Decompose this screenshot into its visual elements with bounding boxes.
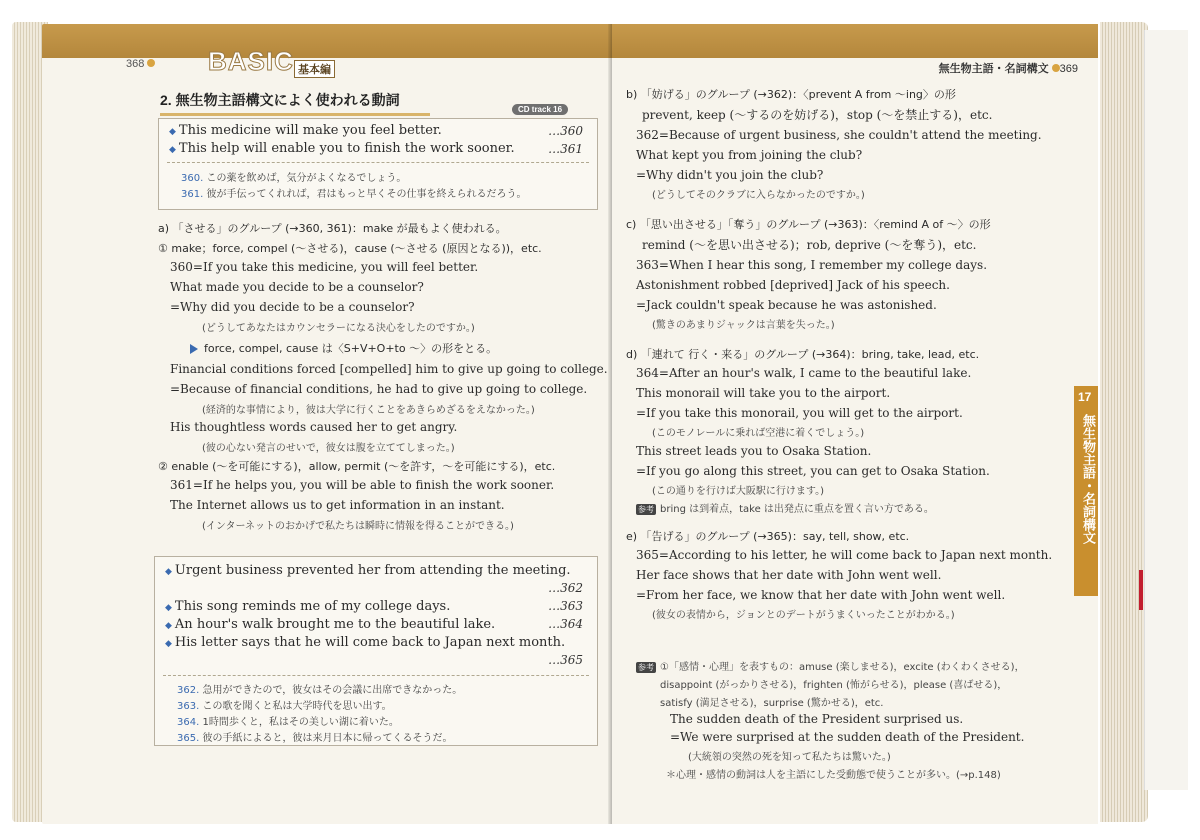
example-astonish-eq: =Jack couldn't speak because he was astonished.	[636, 298, 937, 312]
chapter-number: 17	[1078, 390, 1092, 404]
reference-note-d: 参考 bring は到着点，take は出発点に重点を置く言い方である。	[638, 504, 934, 515]
box2-divider	[163, 675, 589, 676]
reference-badge: 参考	[638, 663, 654, 672]
example-monorail-jp: (このモノレールに乗れば空港に着くでしょう。)	[652, 428, 865, 439]
box2-line-363: ◆ This song reminds me of my college days.	[165, 599, 451, 614]
group-c-verbs: remind (～を思い出させる)；rob, deprive (～を奪う)，etc.	[642, 238, 977, 252]
box1-line-360: ◆ This medicine will make you feel better.	[169, 123, 442, 138]
group-c-heading: c) 「思い出させる」「奪う」のグループ (→363)：〈remind A of ～〉の形	[626, 218, 991, 231]
reference-example: The sudden death of the President surprised us.	[670, 712, 964, 726]
reference-badge: 参考	[638, 505, 654, 514]
box2-num-363: …363	[548, 599, 583, 613]
box1-num-360: …360	[548, 124, 583, 138]
example-face-jp: (彼女の表情から，ジョンとのデートがうまくいったことがわかる。)	[652, 610, 955, 621]
reference-example-jp: (大統領の突然の死を知って私たちは驚いた。)	[688, 752, 891, 763]
right-running-title: 無生物主語・名詞構文 369	[938, 63, 1078, 75]
reference-example-eq: =We were surprised at the sudden death of the President.	[670, 730, 1025, 744]
group-b-heading: b) 「妨げる」のグループ (→362)：〈prevent A from ～ing〉の形	[626, 88, 956, 101]
example-astonish-jp: (驚きのあまりジャックは言葉を失った。)	[652, 320, 835, 331]
example-counselor-eq: =Why did you decide to be a counselor?	[170, 300, 415, 314]
left-page	[42, 24, 612, 824]
arrow-right-icon	[190, 344, 198, 354]
box1-divider	[167, 162, 589, 163]
page-marker-ribbon	[1139, 570, 1143, 610]
example-thoughtless-jp: (彼の心ない発言のせいで，彼女は腹を立ててしまった。)	[202, 443, 455, 454]
box2-translation-362: 362. 急用ができたので，彼女はその会議に出席できなかった。	[177, 685, 463, 696]
group-d-heading: d) 「連れて 行く・来る」のグループ (→364)：bring, take, lead, etc.	[626, 348, 980, 361]
series-tag: 基本編	[294, 60, 335, 78]
example-365: 365=According to his letter, he will come back to Japan next month.	[636, 548, 1053, 562]
example-363: 363=When I hear this song, I remember my college days.	[636, 258, 988, 272]
group-b-verbs: prevent, keep (～するのを妨げる)，stop (～を禁止する)，etc.	[642, 108, 993, 122]
box2-num-365: …365	[548, 653, 583, 667]
back-cover-edge	[1144, 30, 1188, 790]
open-book	[12, 10, 1188, 836]
example-361: 361=If he helps you, you will be able to finish the work sooner.	[170, 478, 555, 492]
section-title: 2. 無生物主語構文によく使われる動詞	[160, 90, 430, 116]
box2-num-362: …362	[548, 581, 583, 595]
reference-line-3: satisfy (満足させる)，surprise (驚かせる)，etc.	[660, 698, 884, 709]
item-1: ① make；force, compel (～させる)，cause (～させる (原因となる))，etc.	[158, 242, 542, 255]
box2-line-364: ◆ An hour's walk brought me to the beautiful lake.	[165, 617, 496, 632]
example-box-2	[154, 556, 598, 746]
example-street-eq: =If you go along this street, you can get to Osaka Station.	[636, 464, 990, 478]
left-header-bar	[42, 24, 612, 58]
example-street: This street leads you to Osaka Station.	[636, 444, 872, 458]
right-page-edges	[1100, 22, 1148, 822]
right-page	[612, 24, 1098, 824]
right-header-bar	[612, 24, 1098, 58]
box1-num-361: …361	[548, 142, 583, 156]
cd-track-badge: CD track 16	[512, 104, 568, 115]
box2-translation-364: 364. 1時間歩くと，私はその美しい湖に着いた。	[177, 717, 399, 728]
example-monorail-eq: =If you take this monorail, you will get to the airport.	[636, 406, 963, 420]
example-internet: The Internet allows us to get information in an instant.	[170, 498, 505, 512]
series-label: BASIC	[208, 46, 294, 76]
example-club: What kept you from joining the club?	[636, 148, 863, 162]
example-counselor-jp: (どうしてあなたはカウンセラーになる決心をしたのですか。)	[202, 323, 475, 334]
box2-line-362: ◆ Urgent business prevented her from attending the meeting.	[165, 563, 571, 578]
example-internet-jp: (インターネットのおかげで私たちは瞬時に情報を得ることができる。)	[202, 521, 514, 532]
group-a-heading: a) 「させる」のグループ (→360, 361)：make が最もよく使われる。	[158, 222, 507, 235]
example-financial-jp: (経済的な事情により，彼は大学に行くことをあきらめざるをえなかった。)	[202, 405, 535, 416]
reference-line-1: 参考 ①「感情・心理」を表すもの：amuse (楽しませる)，excite (わくわくさせる)，	[638, 662, 1025, 673]
chapter-title-vertical: 無生物主語・名詞構文	[1080, 414, 1095, 544]
example-astonish: Astonishment robbed [deprived] Jack of his speech.	[636, 278, 950, 292]
reference-line-2: disappoint (がっかりさせる)，frighten (怖がらせる)，please (喜ばせる)，	[660, 680, 1008, 691]
example-financial-eq: =Because of financial conditions, he had to give up going to college.	[170, 382, 588, 396]
reference-note: ＊心理・感情の動詞は人を主語にした受動態で使うことが多い。(→p.148)	[666, 770, 1001, 781]
left-page-number: 368	[126, 58, 155, 70]
item-2: ② enable (～を可能にする)，allow, permit (～を許す，～を可能にする)，etc.	[158, 460, 556, 473]
box1-translation-360: 360. この薬を飲めば，気分がよくなるでしょう。	[181, 173, 407, 184]
group-e-heading: e) 「告げる」のグループ (→365)：say, tell, show, etc.	[626, 530, 910, 543]
box2-line-365: ◆ His letter says that he will come back to Japan next month.	[165, 635, 566, 650]
example-360: 360=If you take this medicine, you will feel better.	[170, 260, 479, 274]
example-club-jp: (どうしてそのクラブに入らなかったのですか。)	[652, 190, 865, 201]
box2-num-364: …364	[548, 617, 583, 631]
example-financial: Financial conditions forced [compelled] him to give up going to college.	[170, 362, 608, 376]
example-monorail: This monorail will take you to the airport.	[636, 386, 891, 400]
example-club-eq: =Why didn't you join the club?	[636, 168, 824, 182]
example-street-jp: (この通りを行けば大阪駅に行けます。)	[652, 486, 825, 497]
box2-translation-363: 363. この歌を聞くと私は大学時代を思い出す。	[177, 701, 392, 712]
example-364: 364=After an hour's walk, I came to the beautiful lake.	[636, 366, 972, 380]
box2-translation-365: 365. 彼の手紙によると，彼は来月日本に帰ってくるそうだ。	[177, 733, 453, 744]
box1-translation-361: 361. 彼が手伝ってくれれば，君はもっと早くその仕事を終えられるだろう。	[181, 189, 527, 200]
pattern-note: force, compel, cause は〈S+V+O+to ～〉の形をとる。	[190, 340, 497, 356]
box1-line-361: ◆ This help will enable you to finish the work sooner.	[169, 141, 515, 156]
example-thoughtless: His thoughtless words caused her to get angry.	[170, 420, 458, 434]
example-box-1	[158, 118, 598, 210]
example-face: Her face shows that her date with John went well.	[636, 568, 942, 582]
example-counselor: What made you decide to be a counselor?	[170, 280, 424, 294]
example-face-eq: =From her face, we know that her date with John went well.	[636, 588, 1006, 602]
example-362: 362=Because of urgent business, she couldn't attend the meeting.	[636, 128, 1042, 142]
